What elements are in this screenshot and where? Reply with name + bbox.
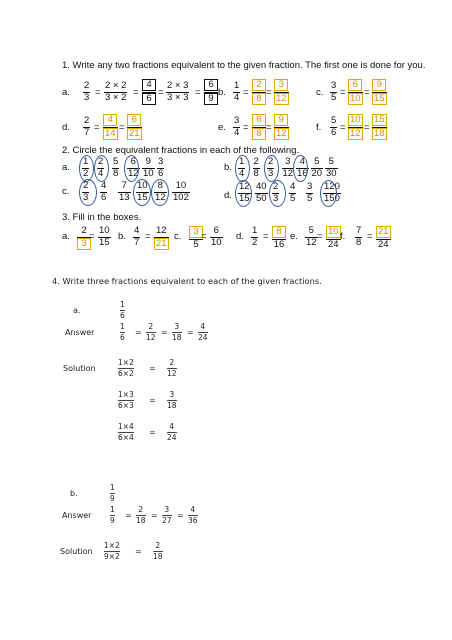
- denominator: 9×2: [104, 552, 120, 561]
- q3e-right: [326, 226, 341, 250]
- numerator: 1×4: [118, 422, 134, 431]
- solution-step: [104, 541, 120, 561]
- eq: =: [119, 122, 125, 133]
- numerator: 1: [83, 156, 89, 167]
- eq: =: [161, 328, 168, 337]
- q1b-label: b.: [218, 87, 226, 98]
- numerator: 2: [138, 505, 144, 514]
- denominator: 36: [188, 516, 198, 525]
- q4b-label: b.: [70, 489, 78, 498]
- q1e-r2: [274, 114, 289, 140]
- q3c-right: [210, 226, 223, 248]
- q1c-label: c.: [316, 87, 324, 98]
- q3b-right: [154, 226, 169, 250]
- num: 3: [234, 115, 240, 126]
- den: 4: [234, 127, 240, 138]
- denominator: 21: [156, 238, 167, 249]
- q1a-r1: [142, 79, 156, 105]
- num: 6: [252, 114, 266, 126]
- q1a-given: [83, 81, 90, 103]
- denominator: 13: [119, 192, 130, 203]
- eq: =: [317, 231, 323, 242]
- den: 10: [350, 93, 361, 104]
- denominator: 10: [143, 168, 154, 179]
- q3d-label: d.: [236, 231, 244, 242]
- q1a-m1: [104, 81, 127, 103]
- numerator: 5: [113, 156, 119, 167]
- denominator: 12: [155, 192, 166, 203]
- numerator: 1×2: [104, 541, 120, 550]
- denominator: 12: [167, 369, 177, 378]
- denominator: 24: [378, 239, 389, 250]
- q3d-right: [272, 226, 286, 250]
- q1-title: 1. Write any two fractions equivalent to the given fraction. The first one is done for you.: [62, 60, 426, 71]
- denominator: 18: [136, 516, 146, 525]
- denominator: 15: [239, 193, 250, 204]
- numerator: 10: [99, 225, 110, 236]
- solution-result: [167, 422, 177, 442]
- num: 6: [204, 79, 218, 91]
- denominator: 8: [113, 168, 119, 179]
- denominator: 4: [239, 168, 245, 179]
- q1d-r1: [103, 114, 118, 140]
- answer-label: Answer: [62, 511, 92, 520]
- answer-fraction: [198, 322, 208, 342]
- q3d-left: [251, 226, 258, 248]
- q3a-label: a.: [62, 231, 70, 242]
- numerator: 3: [285, 156, 291, 167]
- circle-mark: [293, 155, 308, 182]
- q2-fraction: [306, 182, 313, 204]
- numerator: 2: [253, 156, 259, 167]
- numerator: 1: [120, 322, 125, 331]
- den: 9: [204, 93, 218, 105]
- answer-fraction: [120, 322, 125, 342]
- numerator: 2: [268, 156, 274, 167]
- den: 3 × 3: [167, 92, 189, 103]
- denominator: 16: [273, 239, 285, 250]
- circle-mark: [79, 179, 97, 206]
- solution-step: [118, 358, 134, 378]
- den: 15: [374, 93, 385, 104]
- denominator: 9: [110, 516, 115, 525]
- circle-mark: [133, 179, 151, 206]
- eq: =: [89, 231, 95, 242]
- answer-fraction: [162, 505, 172, 525]
- eq: =: [151, 511, 158, 520]
- eq: =: [201, 231, 207, 242]
- q3b-left: [133, 226, 140, 248]
- solution-result: [153, 541, 163, 561]
- eq: =: [125, 511, 132, 520]
- denominator: 18: [153, 552, 163, 561]
- answer-fraction: [172, 322, 182, 342]
- q1f-r1: [348, 114, 363, 140]
- numerator: 21: [378, 226, 389, 237]
- num: 3: [331, 80, 337, 91]
- circle-mark: [151, 179, 169, 206]
- eq: =: [364, 87, 370, 98]
- den: 3: [84, 92, 90, 103]
- q2-fraction: [112, 157, 119, 179]
- eq: =: [145, 231, 151, 242]
- q2-fraction: [172, 181, 190, 203]
- numerator: 9: [145, 156, 151, 167]
- denominator: 6: [120, 333, 125, 342]
- eq: =: [177, 511, 184, 520]
- numerator: 2: [273, 181, 279, 192]
- denominator: 6×2: [118, 369, 134, 378]
- q1b-given: [233, 81, 240, 103]
- numerator: 3: [164, 505, 170, 514]
- q2a-label: a.: [62, 162, 70, 173]
- denominator: 6: [120, 311, 125, 320]
- numerator: 5: [314, 156, 320, 167]
- q1a-label: a.: [62, 87, 70, 98]
- q3-title: 3. Fill in the boxes.: [62, 212, 142, 223]
- num: 2 × 3: [167, 80, 189, 91]
- eq: =: [133, 87, 139, 98]
- q1d-given: [83, 116, 90, 138]
- denominator: 3: [273, 193, 279, 204]
- num: 9: [372, 79, 386, 91]
- num: 4: [142, 79, 156, 91]
- numerator: 3: [307, 181, 313, 192]
- den: 12: [350, 128, 361, 139]
- num: 2: [84, 115, 90, 126]
- den: 8: [252, 128, 266, 140]
- numerator: 3: [169, 390, 175, 399]
- q2-title: 2. Circle the equivalent fractions in each of the following.: [62, 145, 300, 156]
- numerator: 4: [134, 225, 140, 236]
- q1e-given: [233, 116, 240, 138]
- answer-fraction: [146, 322, 156, 342]
- numerator: 4: [169, 422, 175, 431]
- q2b-label: b.: [224, 162, 232, 173]
- circle-mark: [264, 155, 279, 182]
- num: 2: [84, 80, 90, 91]
- denominator: 9: [110, 494, 115, 503]
- denominator: 20: [311, 168, 323, 179]
- denominator: 5: [307, 193, 313, 204]
- q2d-label: d.: [224, 190, 232, 201]
- denominator: 2: [252, 237, 258, 248]
- denominator: 18: [172, 333, 182, 342]
- denominator: 7: [134, 237, 140, 248]
- numerator: 4: [101, 180, 107, 191]
- answer-fraction: [136, 505, 146, 525]
- eq: =: [243, 122, 249, 133]
- answer-fraction: [188, 505, 198, 525]
- numerator: 5: [328, 156, 334, 167]
- circle-mark: [79, 155, 94, 182]
- solution-result: [167, 390, 177, 410]
- numerator: 4: [290, 181, 296, 192]
- denominator: 102: [173, 192, 189, 203]
- solution-label: Solution: [60, 547, 93, 556]
- eq: =: [135, 328, 142, 337]
- den: 6: [142, 93, 156, 105]
- denominator: 24: [328, 239, 339, 250]
- eq: =: [149, 428, 156, 437]
- q1a-r2: [204, 79, 218, 105]
- numerator: 10: [328, 226, 339, 237]
- eq: =: [95, 87, 101, 98]
- answer-label: Answer: [65, 328, 95, 337]
- denominator: 6: [158, 168, 164, 179]
- numerator: 3: [158, 156, 164, 167]
- num: 5: [331, 115, 337, 126]
- circle-mark: [320, 180, 337, 207]
- num: 2: [252, 79, 266, 91]
- q2-fraction: [100, 181, 107, 203]
- denominator: 5: [193, 239, 199, 250]
- den: 3 × 2: [105, 92, 127, 103]
- denominator: 18: [167, 401, 177, 410]
- denominator: 24: [198, 333, 208, 342]
- q1c-r2: [372, 79, 387, 105]
- den: 6: [331, 127, 337, 138]
- eq: =: [149, 396, 156, 405]
- denominator: 150: [324, 193, 340, 204]
- q1d-label: d.: [62, 122, 70, 133]
- eq: =: [243, 87, 249, 98]
- num: 6: [348, 79, 362, 91]
- eq: =: [266, 87, 272, 98]
- q3f-label: f.: [340, 231, 346, 242]
- numerator: 1: [120, 300, 125, 309]
- numerator: 120: [324, 181, 340, 192]
- q1f-given: [330, 116, 337, 138]
- num: 6: [127, 114, 141, 126]
- denominator: 10: [211, 237, 222, 248]
- numerator: 6: [213, 225, 219, 236]
- numerator: 8: [157, 180, 163, 191]
- q2-fraction: [325, 157, 338, 179]
- num: 9: [274, 114, 288, 126]
- eq: =: [195, 87, 201, 98]
- denominator: 3: [77, 238, 91, 250]
- numerator: 4: [299, 156, 305, 167]
- numerator: 2: [81, 225, 87, 236]
- denominator: 27: [162, 516, 172, 525]
- num: 4: [103, 114, 117, 126]
- eq: =: [266, 122, 272, 133]
- denominator: 12: [146, 333, 156, 342]
- denominator: 4: [98, 168, 104, 179]
- q1c-r1: [348, 79, 363, 105]
- num: 1: [234, 80, 240, 91]
- solution-step: [118, 390, 134, 410]
- numerator: 4: [190, 505, 196, 514]
- q2-fraction: [142, 157, 155, 179]
- q1a-m2: [166, 81, 189, 103]
- numerator: 3: [174, 322, 180, 331]
- eq: =: [94, 122, 100, 133]
- den: 18: [374, 128, 385, 139]
- eq: =: [158, 87, 164, 98]
- q4a-given: [120, 300, 125, 320]
- numerator: 2: [148, 322, 154, 331]
- q1c-given: [330, 81, 337, 103]
- numerator: 2: [98, 156, 104, 167]
- numerator: 1: [252, 225, 258, 236]
- numerator: 5: [308, 225, 314, 236]
- den: 5: [331, 92, 337, 103]
- denominator: 16: [297, 168, 308, 179]
- numerator: 10: [137, 180, 148, 191]
- q3b-label: b.: [118, 231, 126, 242]
- den: 7: [84, 127, 90, 138]
- eq: =: [340, 87, 346, 98]
- numerator: 1: [239, 156, 245, 167]
- denominator: 24: [167, 433, 177, 442]
- q1d-r2: [127, 114, 142, 140]
- denominator: 6: [101, 192, 107, 203]
- denominator: 30: [326, 168, 337, 179]
- eq: =: [263, 231, 269, 242]
- numerator: 12: [156, 225, 167, 236]
- circle-mark: [235, 180, 252, 207]
- solution-label: Solution: [63, 364, 96, 373]
- numerator: 12: [239, 181, 250, 192]
- q3f-left: [355, 226, 362, 248]
- q1e-r1: [252, 114, 266, 140]
- numerator: 1×3: [118, 390, 134, 399]
- q1e-label: e.: [218, 122, 226, 133]
- numerator: 2: [155, 541, 161, 550]
- q2-fraction: [289, 182, 296, 204]
- denominator: 12: [128, 168, 139, 179]
- denominator: 2: [83, 168, 89, 179]
- q2-fraction: [311, 157, 324, 179]
- q3e-left: [305, 226, 318, 248]
- denominator: 8: [253, 168, 259, 179]
- numerator: 7: [121, 180, 127, 191]
- denominator: 8: [356, 237, 362, 248]
- eq: =: [149, 364, 156, 373]
- q3a-right: [98, 226, 111, 248]
- den: 4: [234, 92, 240, 103]
- denominator: 5: [290, 193, 296, 204]
- solution-step: [118, 422, 134, 442]
- answer-fraction: [110, 505, 115, 525]
- numerator: 8: [272, 226, 286, 238]
- circle-mark: [94, 155, 109, 182]
- num: 2 × 2: [105, 80, 127, 91]
- q1b-r1: [252, 79, 266, 105]
- circle-mark: [124, 155, 139, 182]
- eq: =: [364, 122, 370, 133]
- den: 12: [276, 128, 287, 139]
- num: 15: [374, 114, 385, 125]
- denominator: 3: [83, 192, 89, 203]
- numerator: 6: [130, 156, 136, 167]
- denominator: 3: [268, 168, 274, 179]
- denominator: 15: [137, 192, 148, 203]
- q4a-label: a.: [73, 306, 81, 315]
- q3e-label: e.: [290, 231, 298, 242]
- circle-mark: [235, 155, 250, 182]
- q4-title: 4. Write three fractions equivalent to each of the given fractions.: [52, 276, 322, 286]
- eq: =: [367, 231, 373, 242]
- q2-fraction: [253, 157, 260, 179]
- q2-fraction: [157, 157, 164, 179]
- den: 21: [129, 128, 140, 139]
- q2-fraction: [255, 182, 268, 204]
- den: 14: [105, 128, 116, 139]
- numerator: 1×2: [118, 358, 134, 367]
- numerator: 4: [200, 322, 206, 331]
- denominator: 12: [282, 168, 294, 179]
- q2c-label: c.: [62, 186, 70, 197]
- numerator: 7: [356, 225, 362, 236]
- numerator: 2: [83, 180, 89, 191]
- num: 3: [274, 79, 288, 91]
- numerator: 40: [256, 181, 267, 192]
- denominator: 12: [306, 237, 317, 248]
- den: 12: [276, 93, 287, 104]
- q1b-r2: [274, 79, 289, 105]
- q3f-right: [376, 226, 391, 250]
- q3c-label: c.: [174, 231, 182, 242]
- solution-result: [167, 358, 177, 378]
- q1f-label: f.: [316, 122, 322, 133]
- q1f-r2: [372, 114, 387, 140]
- q4b-given: [110, 483, 115, 503]
- denominator: 50: [256, 193, 267, 204]
- numerator: 2: [169, 358, 175, 367]
- denominator: 15: [99, 237, 110, 248]
- denominator: 6×3: [118, 401, 134, 410]
- numerator: 1: [110, 505, 115, 514]
- eq: =: [340, 122, 346, 133]
- eq: =: [187, 328, 194, 337]
- denominator: 6×4: [118, 433, 134, 442]
- numerator: 10: [175, 180, 187, 191]
- den: 8: [252, 93, 266, 105]
- circle-mark: [269, 180, 286, 207]
- num: 10: [350, 114, 361, 125]
- numerator: 1: [110, 483, 115, 492]
- eq: =: [135, 547, 142, 556]
- numerator: 3: [189, 226, 203, 238]
- q2-fraction: [118, 181, 131, 203]
